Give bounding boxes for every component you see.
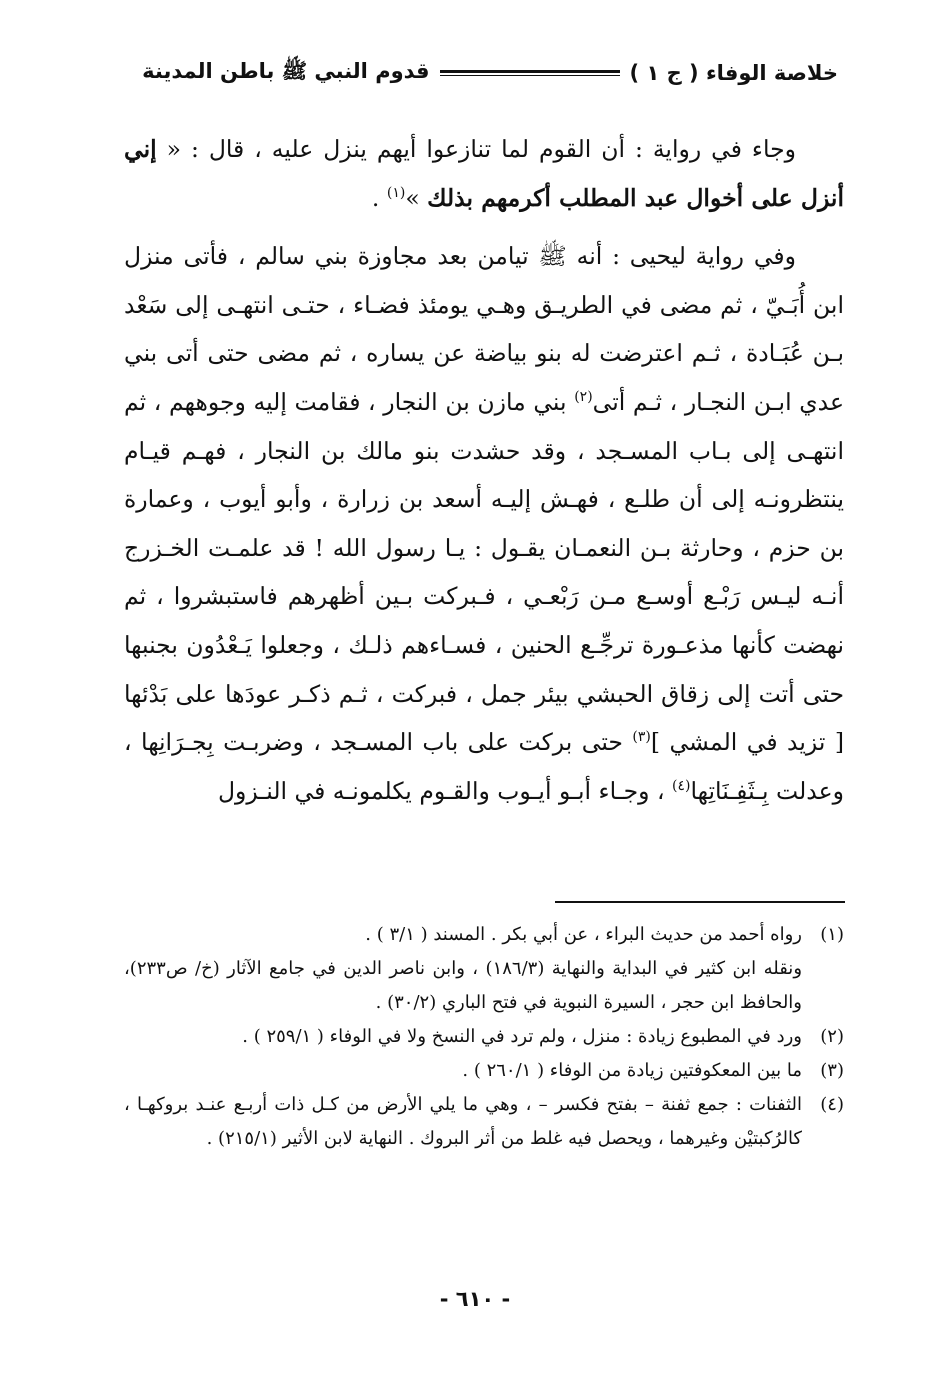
main-text [124, 125, 844, 815]
footnote-number: (٤) [820, 1094, 844, 1115]
footnote-ref-1: (١) [386, 184, 406, 201]
paragraph-2-segment-3: حتى بركت على باب المسـجد ، وضربـت بِجـرَانِها ، وعدلت بِـثَفِـنَاتِها [124, 728, 844, 805]
footnote-text: ورد في المطبوع زيادة : منزل ، ولم ترد في النسخ ولا في الوفاء ( ٢٥٩/١ ) . [242, 1026, 802, 1047]
footnote-item [124, 1020, 844, 1054]
footnote-number: (٣) [820, 1060, 844, 1081]
paragraph-2-segment-4: ، وجـاء أبـو أيـوب والقـوم يكلمونـه في النـزول [217, 776, 673, 805]
page-number: - ٦١٠ - [439, 1287, 511, 1311]
footnote-item [124, 1088, 844, 1156]
paragraph-1-end: . [371, 183, 387, 212]
paragraph-1-text: وجاء في رواية : أن القوم لما تنازعوا أيهم ينزل عليه ، قال : « [156, 135, 796, 163]
paragraph-2-segment-1: وفي رواية ليحيى : أنه ﷺ تيامن بعد مجاوزة بني سالم ، فأتى منزل ابن أُبَـيّ ، ثم مضى في الطريـق وهـي يومئذ فضـاء ، حتـى انتهـى إلى سَعْد بـن عُبَـادة ، ثـم اعترضت له بنو بياضة عن يساره ، ثم مضى حتى أتى بني عدي ابـن النجـار ، ثـم أتى [124, 242, 844, 416]
footnote-item [124, 918, 844, 952]
chapter-title: قدوم النبي ﷺ باطن المدينة [142, 58, 430, 83]
paragraph-1 [124, 125, 844, 222]
footnote-text: رواه أحمد من حديث البراء ، عن أبي بكر . المسند ( ٣/١ ) . [365, 924, 802, 945]
footnotes [124, 918, 844, 1156]
footnote-ref-4: (٤) [672, 777, 691, 794]
prophetic-quote: إني أنزل على أخوال عبد المطلب أكرمهم بذلك [124, 135, 844, 212]
footnote-number: (٢) [820, 1026, 844, 1047]
footnote-text: الثفنات : جمع ثفنة – بفتح فكسر – ، وهي ما يلي الأرض من كـل ذات أربـع عنـد بروكهـا ، كالرُكبتيْن وغيرهما ، ويحصل فيه غلط من أثر البروك . النهاية لابن الأثير (٢١٥/١) . [124, 1094, 802, 1149]
footnote-number [802, 952, 844, 1020]
quote-close: » [405, 183, 428, 212]
header-rule [440, 70, 620, 76]
footnote-ref-2: (٢) [574, 389, 593, 406]
running-header [142, 56, 838, 90]
footnote-item [124, 1054, 844, 1088]
footnote-separator [555, 901, 845, 903]
paragraph-2-segment-2: بني مازن بن النجار ، فقامت إليه وجوههم ، ثم انتهـى إلى بـاب المسـجد ، وقد حشدت بنو مالك بن النجار ، فهـم قيـام ينتظرونـه إلى أن طلـع ، فهـش إليـه أسعد بن زرارة ، وأبو أيوب ، وعمارة بن حزم ، وحارثة بـن النعمـان يقـول : يـا رسول الله ! قد علمـت الخـزرج أنـه ليـس رَبْـع أوسـع مـن رَبْعـي ، فـبركت بـين أظهرهم فاستبشروا ، ثم نهضت كأنها مذعـورة ترجِّـع الحنين ، فسـاءهم ذلـك ، وجعلوا يَـعْدُون بجنبها حتى أتت إلى زقاق الحبشي بيئر جمل ، فبركت ، ثـم ذكـر عودَها على بَدْئها [ تزيد في المشي ] [124, 387, 845, 757]
paragraph-2 [124, 232, 844, 815]
footnote-text: ما بين المعكوفتين زيادة من الوفاء ( ٢٦٠/١ ) . [462, 1060, 802, 1081]
footnote-number: (١) [820, 924, 844, 945]
footnote-item [124, 952, 844, 1020]
book-title: خلاصة الوفاء ( ج ١ ) [629, 61, 838, 85]
footnote-text: ونقله ابن كثير في البداية والنهاية (١٨٦/٣) ، وابن ناصر الدين في جامع الآثار (خ/ ص٢٣٣)، والحافظ ابن حجر ، السيرة النبوية في فتح الباري (٣٠/٢) . [124, 958, 803, 1013]
footnote-ref-3: (٣) [632, 729, 651, 746]
